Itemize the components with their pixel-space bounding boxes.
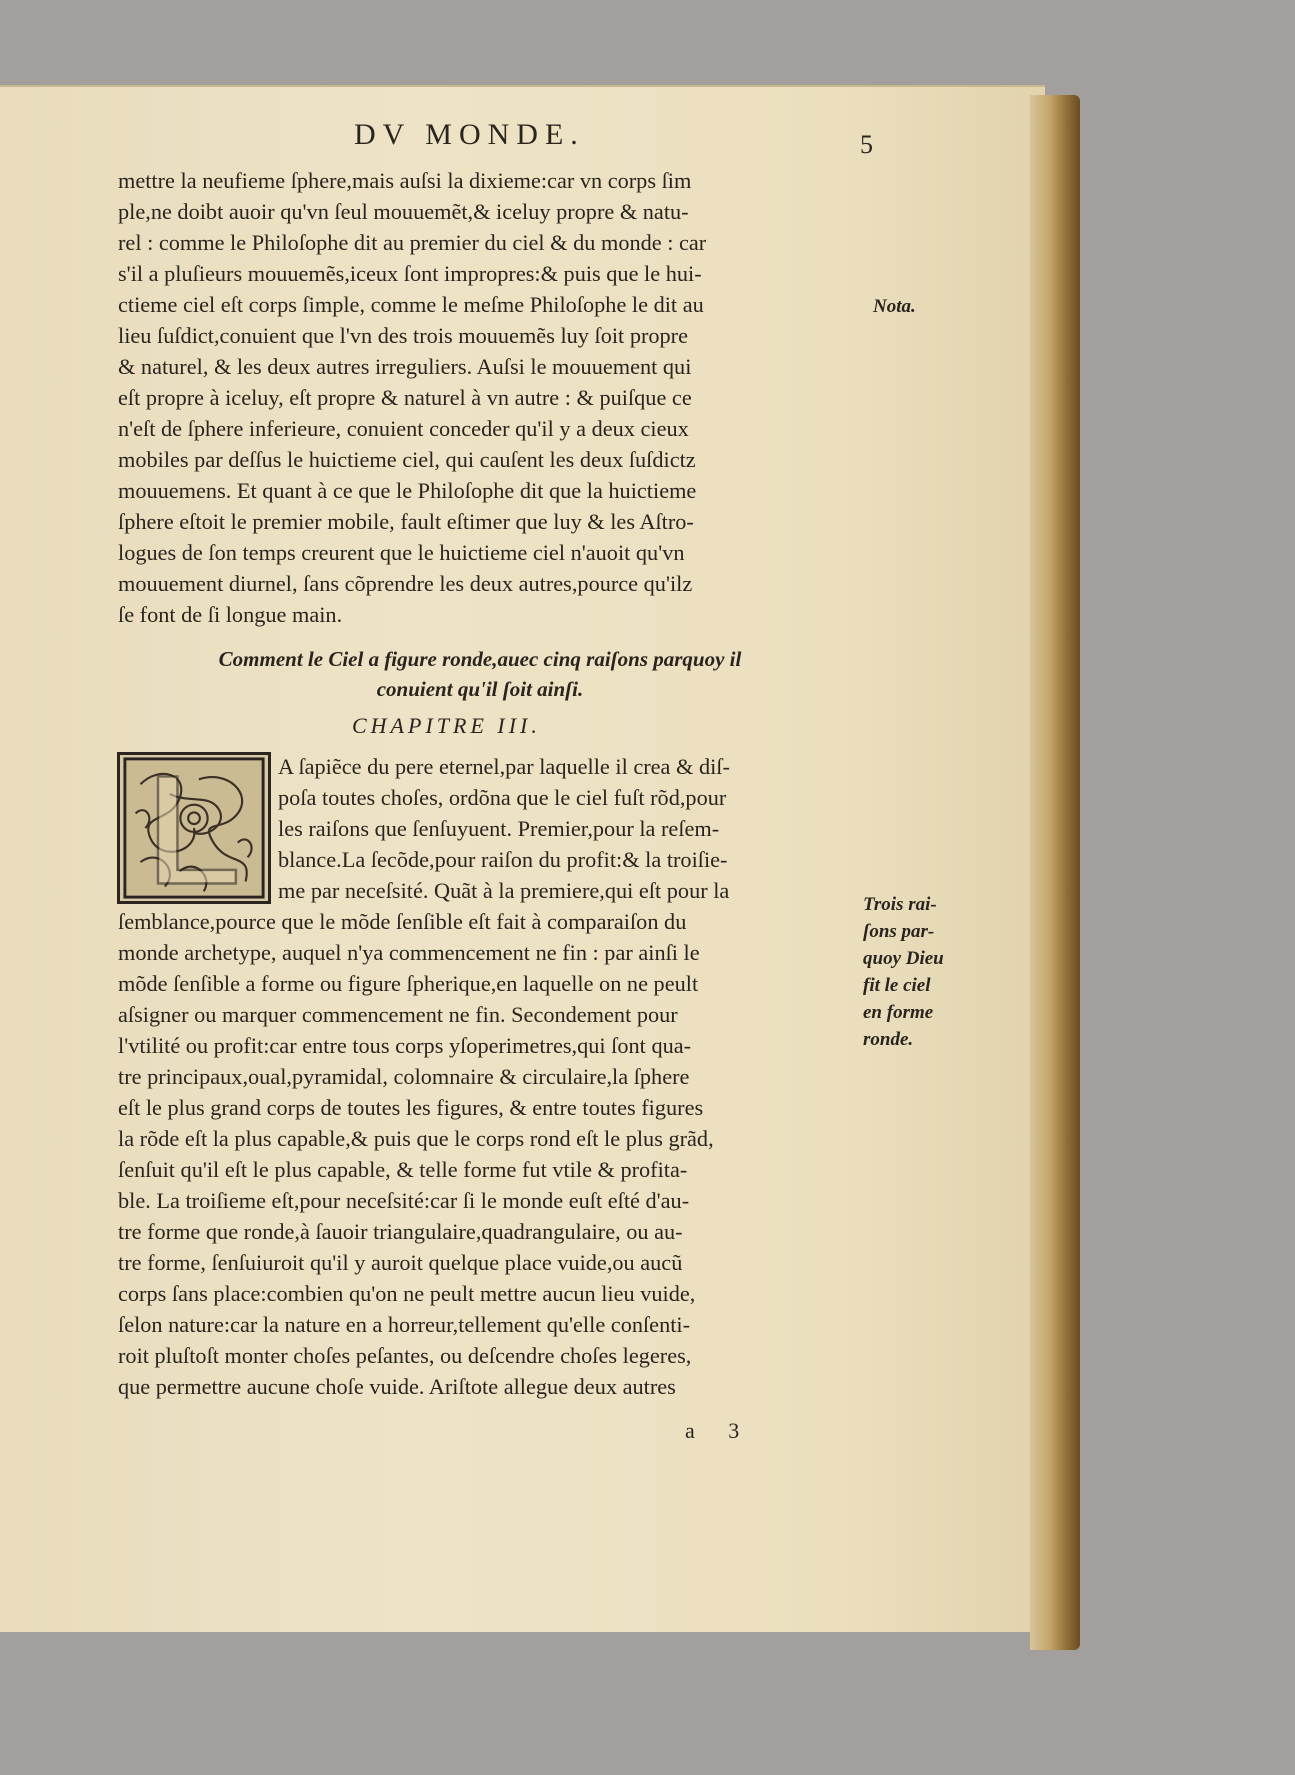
text-line: la rõde eſt la plus capable,& puis que le corps rond eſt le plus grãd, (118, 1126, 714, 1151)
text-line: tre principaux,oual,pyramidal, colomnaire & circulaire,la ſphere (118, 1064, 690, 1089)
text-line: ple,ne doibt auoir qu'vn ſeul mouuemẽt,& iceluy propre & natu- (118, 199, 689, 224)
chapter-heading-line: Comment le Ciel a figure ronde,auec cinq raiſons parquoy il (218, 647, 742, 671)
text-line: aſsigner ou marquer commencement ne fin. Secondement pour (118, 1002, 678, 1027)
chapter-heading-line: conuient qu'il ſoit ainſi. (376, 677, 584, 701)
text-line: eſt propre à iceluy, eſt propre & naturel à vn autre : & puiſque ce (118, 385, 692, 410)
text-line: ſe font de ſi longue main. (118, 602, 343, 627)
margin-note-line: Trois rai- (863, 894, 937, 915)
text-line: mouuemens. Et quant à ce que le Philoſophe dit que la huictieme (118, 478, 697, 503)
text-line: mettre la neufieme ſphere,mais auſsi la dixieme:car vn corps ſim (118, 168, 692, 193)
chapter-heading (150, 644, 810, 704)
paragraph-2 (118, 751, 858, 1402)
text-line: ſelon nature:car la nature en a horreur,tellement qu'elle conſenti- (118, 1312, 691, 1337)
text-line: que permettre aucune choſe vuide. Ariſtote allegue deux autres (118, 1374, 676, 1399)
chapter-title: CHAPITRE III. (352, 713, 541, 738)
text-line: tre forme, ſenſuiuroit qu'il y auroit quelque place vuide,ou aucũ (118, 1250, 683, 1275)
text-line: rel : comme le Philoſophe dit au premier du ciel & du monde : car (118, 230, 707, 255)
text-line: mobiles par deſſus le huictieme ciel, qui cauſent les deux ſuſdictz (118, 447, 696, 472)
text-line: logues de ſon temps creurent que le huictieme ciel n'auoit qu'vn (118, 540, 685, 565)
text-line: & naturel, & les deux autres irreguliers. Auſsi le mouuement qui (118, 354, 692, 379)
text-line: poſa toutes choſes, ordõna que le ciel fuſt rõd,pour (278, 785, 727, 810)
text-line: mõde ſenſible a forme ou figure ſpherique,en laquelle on ne peult (118, 971, 699, 996)
paragraph-1 (118, 165, 858, 630)
text-line: ſenſuit qu'il eſt le plus capable, & telle forme fut vtile & profita- (118, 1157, 688, 1182)
text-line: s'il a pluſieurs mouuemẽs,iceux ſont impropres:& puis que le hui- (118, 261, 702, 286)
text-line: mouuement diurnel, ſans cõprendre les deux autres,pource qu'ilz (118, 571, 693, 596)
text-line: tre forme que ronde,à ſauoir triangulaire,quadrangulaire, ou au- (118, 1219, 683, 1244)
text-line: me par neceſsité. Quãt à la premiere,qui eſt pour la (278, 878, 730, 903)
text-line: ſemblance,pource que le mõde ſenſible eſt fait à comparaiſon du (118, 909, 687, 934)
page-header (350, 118, 873, 168)
text-line: monde archetype, auquel n'ya commencement ne fin : par ainſi le (118, 940, 700, 965)
text-line: l'vtilité ou profit:car entre tous corps yſoperimetres,qui ſont qua- (118, 1033, 692, 1058)
text-line: ctieme ciel eſt corps ſimple, comme le meſme Philoſophe le dit au (118, 292, 704, 317)
text-line: ble. La troiſieme eſt,pour neceſsité:car ſi le monde euſt eſté d'au- (118, 1188, 690, 1213)
margin-note-trois-raisons (863, 891, 973, 1053)
text-line: A ſapiẽce du pere eternel,par laquelle il crea & diſ- (278, 754, 730, 779)
text-line: corps ſans place:combien qu'on ne peult mettre aucun lieu vuide, (118, 1281, 696, 1306)
page-edge (1030, 95, 1080, 1650)
text-line: les raiſons que ſenſuyuent. Premier,pour la reſem- (278, 816, 720, 841)
text-line: ſphere eſtoit le premier mobile, fault eſtimer que luy & les Aſtro- (118, 509, 694, 534)
margin-note-line: ronde. (863, 1029, 914, 1050)
signature-mark: a 3 (685, 1418, 754, 1443)
page-number: 5 (860, 130, 873, 159)
text-line: roit pluſtoſt monter choſes peſantes, ou deſcendre choſes legeres, (118, 1343, 692, 1368)
margin-note-line: quoy Dieu (863, 948, 944, 969)
text-line: eſt le plus grand corps de toutes les figures, & entre toutes figures (118, 1095, 704, 1120)
margin-note-nota: Nota. (873, 296, 916, 317)
margin-note-line: en forme (863, 1002, 934, 1023)
margin-note-line: fit le ciel (863, 975, 931, 996)
text-line: blance.La ſecõde,pour raiſon du profit:& la troiſie- (278, 847, 728, 872)
text-line: lieu ſuſdict,conuient que l'vn des trois mouuemẽs luy ſoit propre (118, 323, 689, 348)
text-line: n'eſt de ſphere inferieure, conuient conceder qu'il y a deux cieux (118, 416, 689, 441)
running-title: DV MONDE. (354, 118, 585, 151)
margin-note-line: ſons par- (863, 921, 935, 942)
